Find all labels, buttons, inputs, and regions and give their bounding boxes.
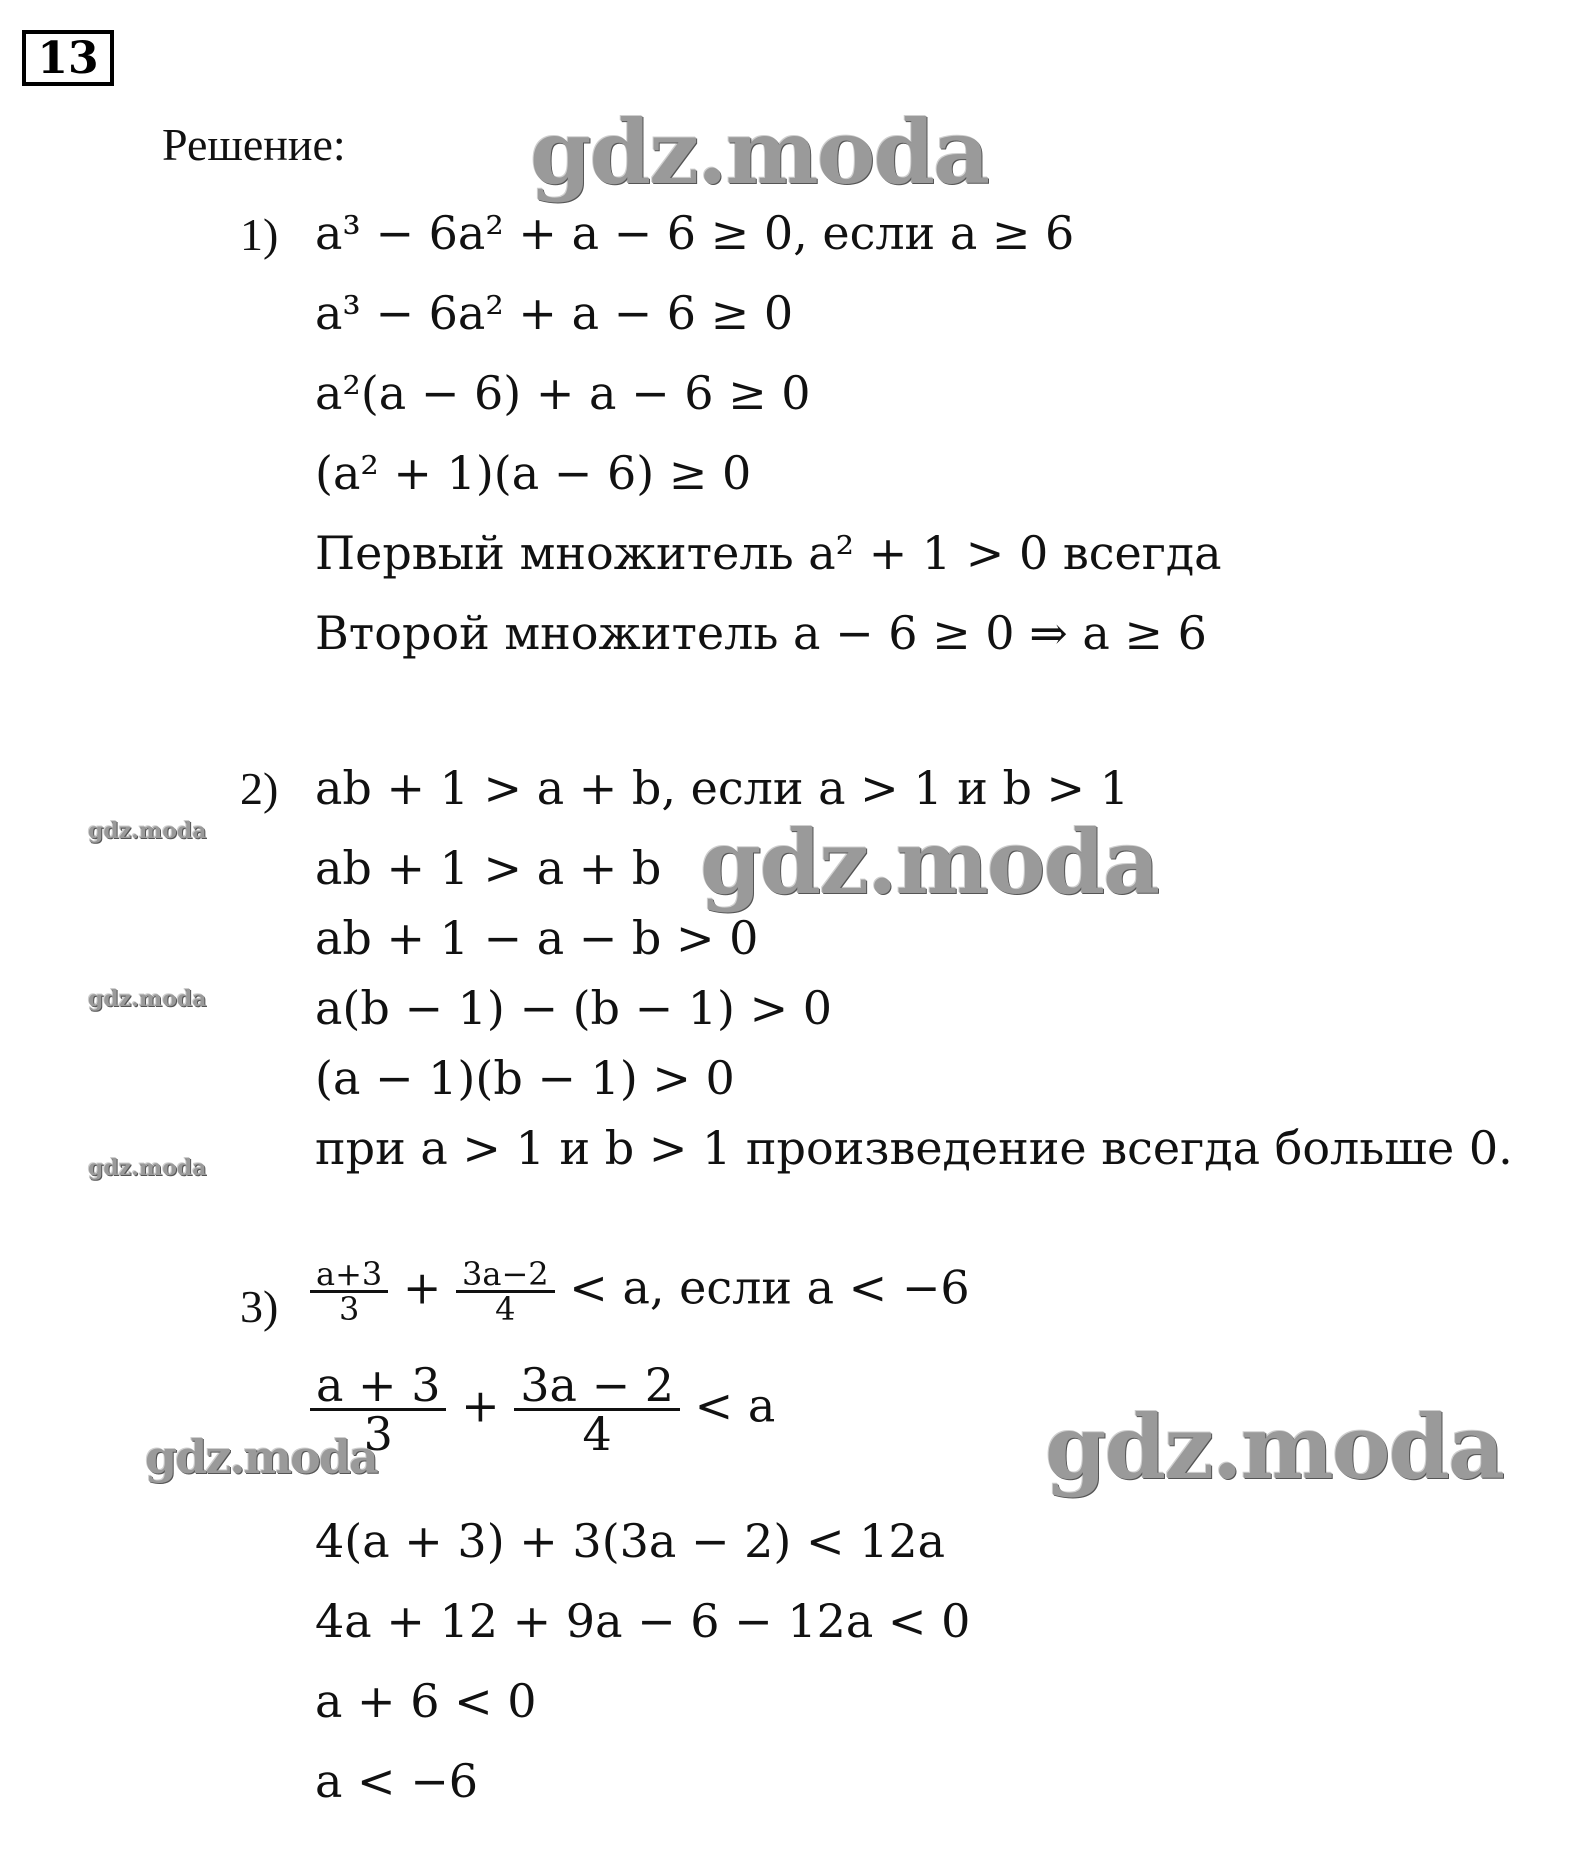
fraction-3: $\frac{a + 3}{3}$ bbox=[310, 1362, 446, 1457]
watermark-middle: gdz.moda bbox=[700, 810, 1159, 914]
part3-line-6: a < −6 bbox=[315, 1754, 479, 1808]
watermark-left-small-1: gdz.moda bbox=[88, 818, 207, 844]
part1-line-2: a³ − 6a² + a − 6 ≥ 0 bbox=[315, 286, 794, 340]
fraction-2: $\frac{3a-2}{4}$ bbox=[456, 1258, 555, 1325]
part1-line-1: a³ − 6a² + a − 6 ≥ 0, если a ≥ 6 bbox=[315, 206, 1075, 260]
fraction-1: $\frac{a+3}{3}$ bbox=[310, 1258, 388, 1325]
part2-line-2: ab + 1 > a + b bbox=[315, 841, 662, 895]
task-number-badge: 13 bbox=[22, 30, 114, 86]
watermark-top: gdz.moda bbox=[530, 100, 989, 204]
part2-line-5: (a − 1)(b − 1) > 0 bbox=[315, 1051, 735, 1105]
part1-line-5: Первый множитель a² + 1 > 0 всегда bbox=[315, 526, 1222, 580]
watermark-left-small-2: gdz.moda bbox=[88, 986, 207, 1012]
part3-line-1: $\frac{a+3}{3}$ + $\frac{3a-2}{4}$ < a, если a < −6 bbox=[310, 1258, 970, 1325]
part2-number: 2) bbox=[240, 763, 279, 814]
part1-number: 1) bbox=[240, 209, 279, 260]
part2-line-1: ab + 1 > a + b, если a > 1 и b > 1 bbox=[315, 761, 1129, 815]
part2-line-4: a(b − 1) − (b − 1) > 0 bbox=[315, 981, 833, 1035]
part3-number: 3) bbox=[240, 1281, 279, 1332]
watermark-left-small-3: gdz.moda bbox=[88, 1155, 207, 1181]
watermark-left-medium: gdz.moda bbox=[145, 1430, 377, 1484]
fraction-4: $\frac{3a - 2}{4}$ bbox=[514, 1362, 680, 1457]
part3-line-4: 4a + 12 + 9a − 6 − 12a < 0 bbox=[315, 1594, 971, 1648]
part3-line-3: 4(a + 3) + 3(3a − 2) < 12a bbox=[315, 1514, 946, 1568]
part1-line-4: (a² + 1)(a − 6) ≥ 0 bbox=[315, 446, 752, 500]
part3-line-5: a + 6 < 0 bbox=[315, 1674, 537, 1728]
part2-line-3: ab + 1 − a − b > 0 bbox=[315, 911, 759, 965]
watermark-right: gdz.moda bbox=[1045, 1395, 1504, 1499]
part3-line-2: $\frac{a + 3}{3}$ + $\frac{3a - 2}{4}$ < a bbox=[310, 1362, 775, 1457]
part1-line-6: Второй множитель a − 6 ≥ 0 ⇒ a ≥ 6 bbox=[315, 606, 1207, 660]
solution-heading: Решение: bbox=[162, 119, 346, 170]
part1-line-3: a²(a − 6) + a − 6 ≥ 0 bbox=[315, 366, 811, 420]
part2-line-6: при a > 1 и b > 1 произведение всегда больше 0. bbox=[315, 1121, 1513, 1175]
